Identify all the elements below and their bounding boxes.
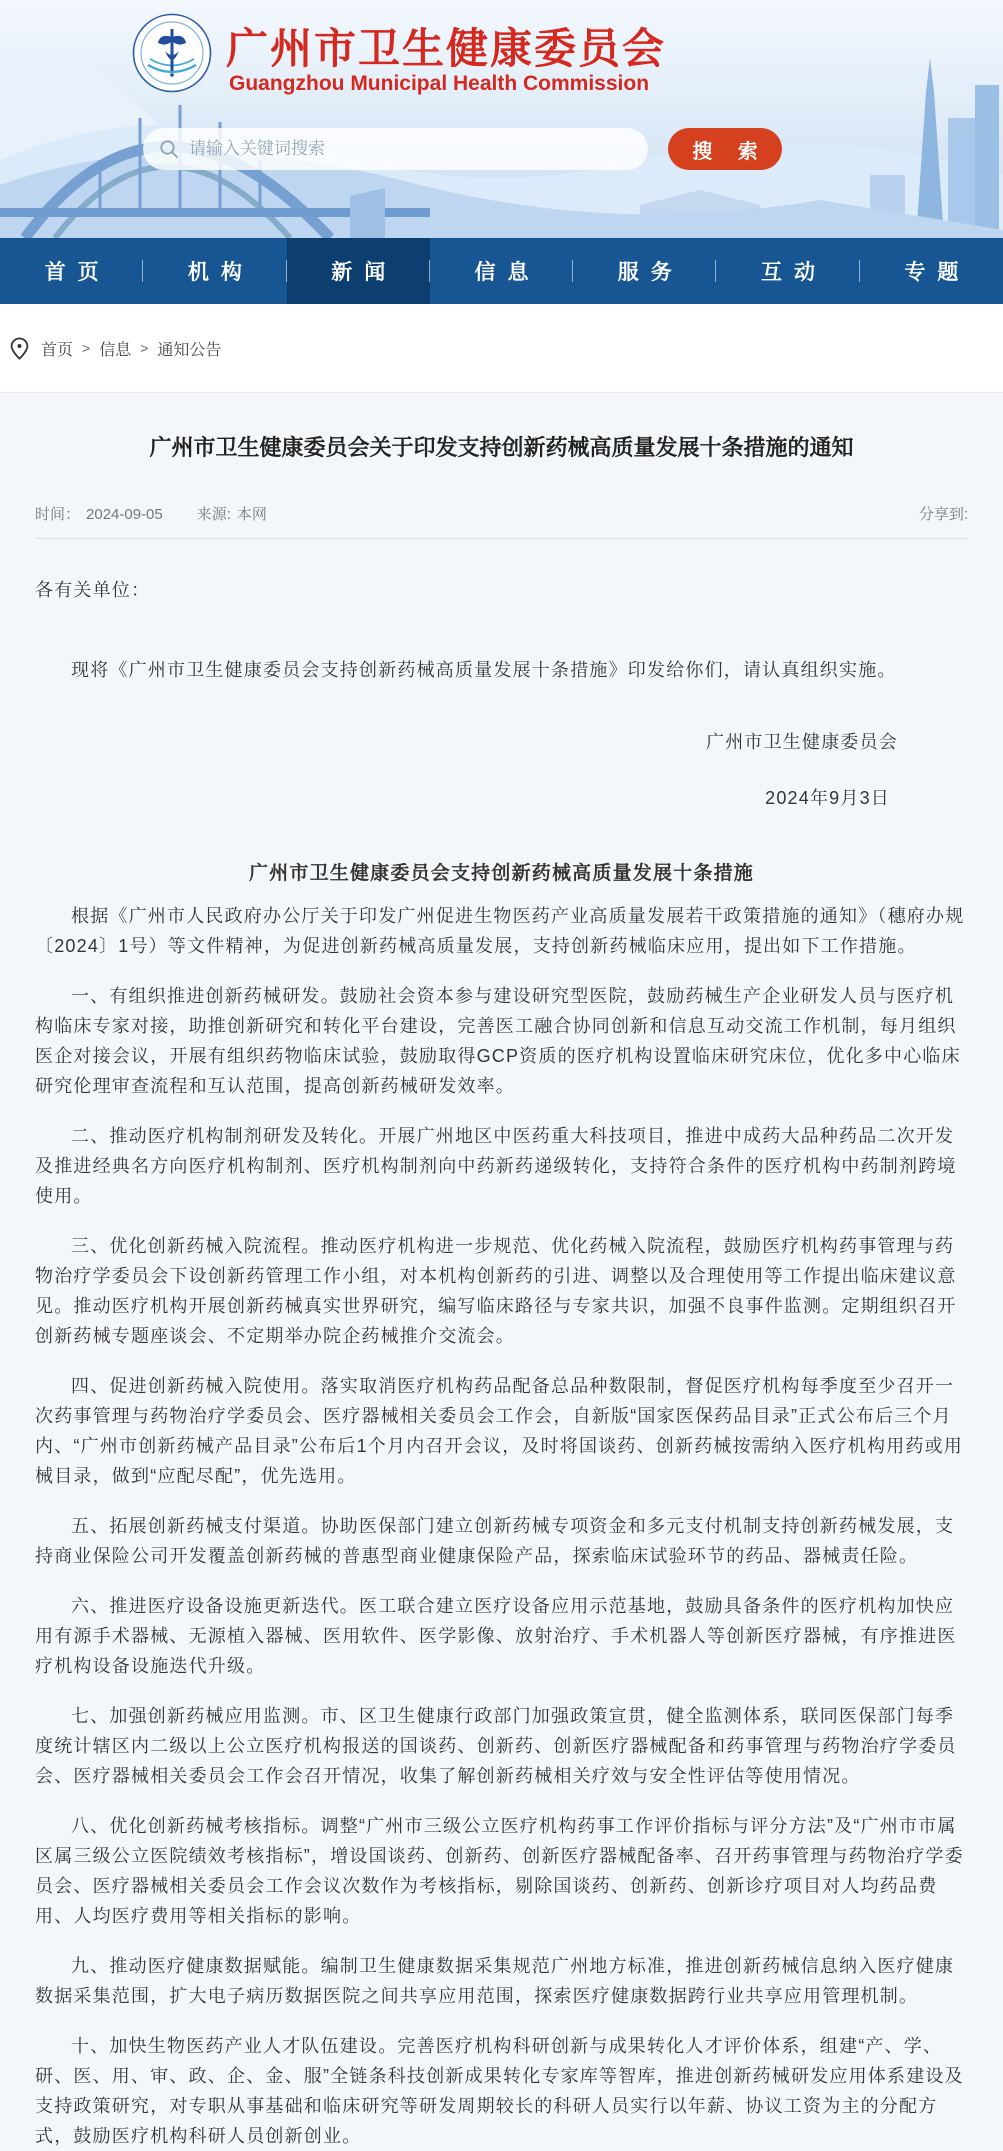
article-paragraph: 现将《广州市卫生健康委员会支持创新药械高质量发展十条措施》印发给你们，请认真组织实施。 <box>71 660 897 680</box>
time-label: 时间： <box>35 506 81 523</box>
search-icon <box>159 139 179 159</box>
location-pin-icon <box>10 337 29 360</box>
nav-item-info[interactable]: 信息 <box>430 238 573 304</box>
search-bar[interactable] <box>143 128 648 170</box>
site-logo[interactable] <box>132 13 212 93</box>
nav-item-home[interactable]: 首页 <box>0 238 143 304</box>
signature-org: 广州市卫生健康委员会 <box>706 732 898 752</box>
article-paragraph: 八、优化创新药械考核指标。调整“广州市三级公立医疗机构药事工作评价指标与评分方法”及“广州市市属区属三级公立医院绩效考核指标”，增设国谈药、创新药、创新医疗器械配备率、召开药事管理与药物治疗学委员会、医疗器械相关委员会工作会议次数作为考核指标，剔除国谈药、创新药、创新诊疗项目对人均药品费用、人均医疗费用等相关指标的影响。 <box>35 1816 964 1926</box>
article-paragraph: 五、拓展创新药械支付渠道。协助医保部门建立创新药械专项资金和多元支付机制支持创新药械发展，支持商业保险公司开发覆盖创新药械的普惠型商业健康保险产品，探索临床试验环节的药品、器械责任险。 <box>35 1516 955 1566</box>
breadcrumb-strip <box>0 304 1003 392</box>
breadcrumb <box>10 337 221 360</box>
search-input[interactable] <box>189 139 609 159</box>
article-paragraph: 十、加快生物医药产业人才队伍建设。完善医疗机构科研创新与成果转化人才评价体系，组建“产、学、研、医、用、审、政、企、金、服”全链条科技创新成果转化专家库等智库，推进创新药械研发应用体系建设及支持政策研究，对专职从事基础和临床研究等研发周期较长的科研人员实行以年薪、协议工资为主的分配方式，鼓励医疗机构科研人员创新创业。 <box>35 2036 964 2146</box>
nav-item-news[interactable]: 新闻 <box>287 238 430 304</box>
article-paragraph: 二、推动医疗机构制剂研发及转化。开展广州地区中医药重大科技项目，推进中成药大品种药品二次开发及推进经典名方向医疗机构制剂、医疗机构制剂向中药新药递级转化，支持符合条件的医疗机构中药制剂跨境使用。 <box>35 1126 957 1206</box>
article-body <box>35 575 968 2151</box>
article-paragraph: 根据《广州市人民政府办公厅关于印发广州促进生物医药产业高质量发展若干政策措施的通知》（穗府办规〔2024〕1号）等文件精神，为促进创新药械高质量发展，支持创新药械临床应用，提出如下工作措施。 <box>35 906 965 956</box>
breadcrumb-home[interactable]: 首页 <box>41 341 74 359</box>
article-panel <box>0 392 1003 2151</box>
article-paragraph: 九、推动医疗健康数据赋能。编制卫生健康数据采集规范广州地方标准，推进创新药械信息纳入医疗健康数据采集范围，扩大电子病历数据医院之间共享应用范围，探索医疗健康数据跨行业共享应用管理机制。 <box>35 1956 955 2006</box>
nav-item-orgs[interactable]: 机构 <box>143 238 286 304</box>
source-label: 来源: <box>196 506 231 523</box>
search-button[interactable]: 搜 索 <box>668 128 782 170</box>
article-title: 广州市卫生健康委员会关于印发支持创新药械高质量发展十条措施的通知 <box>149 435 854 460</box>
site-banner <box>0 0 1003 238</box>
divider <box>35 538 968 539</box>
article-paragraph: 七、加强创新药械应用监测。市、区卫生健康行政部门加强政策宣贯，健全监测体系，联同医保部门每季度统计辖区内二级以上公立医疗机构报送的国谈药、创新药、创新医疗器械配备和药事管理与药物治疗学委员会、医疗器械相关委员会工作会召开情况，收集了解创新药械相关疗效与安全性评估等使用情况。 <box>35 1706 957 1786</box>
breadcrumb-separator: > <box>140 340 149 356</box>
signature-date: 2024年9月3日 <box>765 788 890 808</box>
article-paragraph: 一、有组织推进创新药械研发。鼓励社会资本参与建设研究型医院，鼓励药械生产企业研发人员与医疗机构临床专家对接，助推创新研究和转化平台建设，完善医工融合协同创新和信息互动交流工作机制，每月组织医企对接会议，开展有组织药物临床试验，鼓励取得GCP资质的医疗机构设置临床研究床位，优化多中心临床研究伦理审查流程和互认范围，提高创新药械研发效率。 <box>35 986 961 1096</box>
salutation: 各有关单位： <box>35 580 151 600</box>
share-label[interactable]: 分享到: <box>918 506 968 523</box>
breadcrumb-separator: > <box>82 340 91 356</box>
main-navigation <box>0 238 1003 304</box>
time-value: 2024-09-05 <box>86 506 163 523</box>
article-paragraph: 四、促进创新药械入院使用。落实取消医疗机构药品配备总品种数限制，督促医疗机构每季度至少召开一次药事管理与药物治疗学委员会、医疗器械相关委员会工作会，自新版“国家医保药品目录”正式公布后三个月内、“广州市创新药械产品目录”公布后1个月内召开会议，及时将国谈药、创新药械按需纳入医疗机构用药或用械目录，做到“应配尽配”，优先选用。 <box>35 1376 963 1486</box>
breadcrumb-current: 通知公告 <box>157 341 222 359</box>
nav-item-interact[interactable]: 互动 <box>716 238 859 304</box>
breadcrumb-info[interactable]: 信息 <box>99 341 132 359</box>
article-paragraph: 六、推进医疗设备设施更新迭代。医工联合建立医疗设备应用示范基地，鼓励具备条件的医疗机构加快应用有源手术器械、无源植入器械、医用软件、医学影像、放射治疗、手术机器人等创新医疗器械，有序推进医疗机构设备设施迭代升级。 <box>35 1596 957 1676</box>
article-meta <box>35 503 968 524</box>
article-paragraph: 三、优化创新药械入院流程。推动医疗机构进一步规范、优化药械入院流程，鼓励医疗机构药事管理与药物治疗学委员会下设创新药管理工作小组，对本机构创新药的引进、调整以及合理使用等工作提出临床建议意见。推动医疗机构开展创新药械真实世界研究，编写临床路径与专家共识，加强不良事件监测。定期组织召开创新药械专题座谈会、不定期举办院企药械推介交流会。 <box>35 1236 957 1346</box>
article-meta-left <box>35 503 273 524</box>
source-value: 本网 <box>236 506 267 523</box>
site-name-english: Guangzhou Municipal Health Commission <box>229 72 650 95</box>
site-name: 广州市卫生健康委员会 <box>226 25 667 72</box>
nav-item-topics[interactable]: 专题 <box>904 261 971 284</box>
nav-item-services[interactable]: 服务 <box>573 238 716 304</box>
document-title: 广州市卫生健康委员会支持创新药械高质量发展十条措施 <box>248 863 754 884</box>
